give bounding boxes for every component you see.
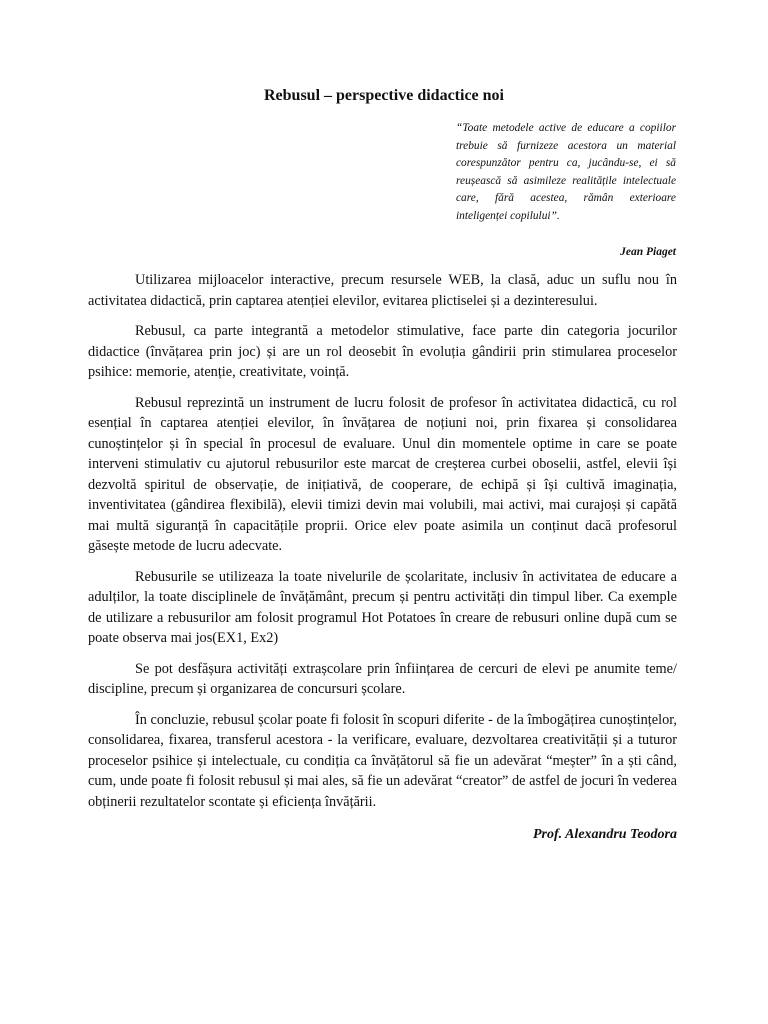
author-signature: Prof. Alexandru Teodora: [532, 827, 677, 842]
motto-author: Jean Piaget: [620, 246, 676, 258]
motto-quote: “Toate metodele active de educare a copiilor trebuie să furnizeze acestora un material corespunzător pentru ca, jucându-se, ei să reușească să asimileze realitățile intelectuale care, fără acestea, rămân exterioare inteligenței copilului”.: [456, 122, 676, 222]
page-title: Rebusul – perspective didactice noi: [264, 87, 504, 104]
paragraph-4: Rebusurile se utilizeaza la toate nivelurile de școlaritate, inclusiv în activitatea de educare a adulților, la toate disciplinele de învățământ, precum și pentru activități din timpul liber. Ca exemple de utilizare a rebusurilor am folosit programul Hot Potatoes în creare de rebusuri online după cum se poate observa mai jos(EX1, Ex2): [88, 568, 677, 646]
article-body: [88, 270, 677, 822]
paragraph-1: Utilizarea mijloacelor interactive, precum resursele WEB, la clasă, aduc un suflu nou în activitatea didactică, prin captarea atenției elevilor, evitarea plictiselei și a dezinteresului.: [88, 272, 677, 309]
paragraph-2: Rebusul, ca parte integrantă a metodelor stimulative, face parte din categoria jocurilor didactice (învățarea prin joc) și are un rol deosebit în evoluția gândirii prin stimularea proceselor psihice: memorie, atenție, creativitate, voință.: [88, 323, 677, 380]
paragraph-6: În concluzie, rebusul școlar poate fi folosit în scopuri diferite - de la îmbogățirea cunoștințelor, consolidarea, fixarea, transferul acestora - la verificare, evaluare, dezvoltarea creativității și a tuturor proceselor psihice și intelectuale, cu condiția ca învățătorul să fie un adevărat “meșter” în a ști când, cum, unde poate fi folosit rebusul și mai ales, să fie un adevărat “creator” de astfel de jocuri în vederea obținerii rezultatelor scontate și eficiența învățării.: [88, 711, 677, 810]
paragraph-3: Rebusul reprezintă un instrument de lucru folosit de profesor în activitatea didactică, cu rol esențial în captarea atenției elevilor, în învățarea de noțiuni noi, prin fixarea și consolidarea cunoștințelor și în special în procesul de evaluare. Unul din momentele optime in care se poate interveni stimulativ cu ajutorul rebusurilor este marcat de creșterea curbei oboselii, astfel, elevii își dezvoltă spiritul de observație, de inițiativă, de cooperare, de echipă și își cultivă imaginația, inventivitatea (gândirea flexibilă), elevii timizi devin mai volubili, mai activi, mai curajoși și capătă mai multă siguranță în capacitățile proprii. Orice elev poate asimila un conținut dacă profesorul găsește metode de lucru adecvate.: [88, 394, 677, 554]
paragraph-5: Se pot desfășura activități extrașcolare prin înființarea de cercuri de elevi pe anumite teme/ discipline, precum și organizarea de concursuri școlare.: [88, 660, 677, 697]
